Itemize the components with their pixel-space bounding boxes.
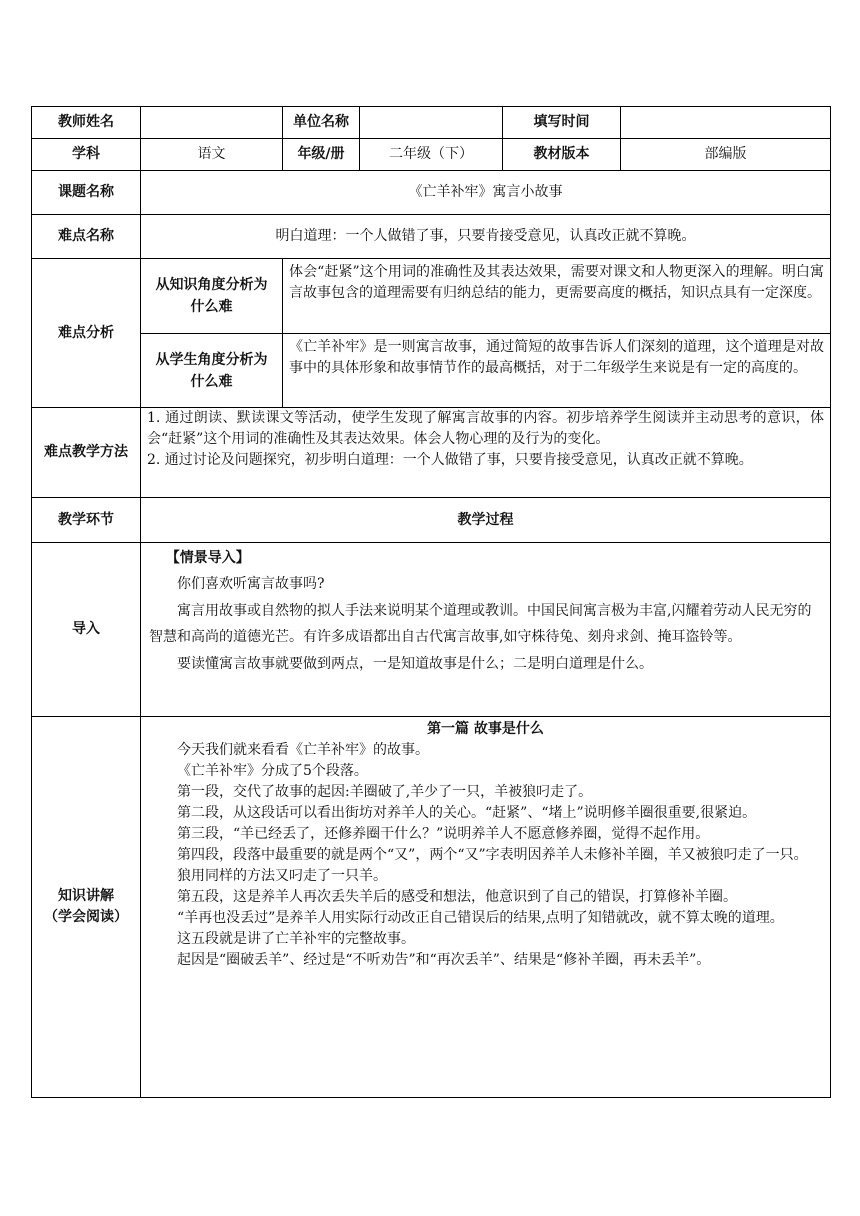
topic-row	[32, 171, 831, 215]
knowledge-paragraph: “羊再也没丢过”是养羊人用实际行动改正自己错误后的结果,点明了知错就改，就不算太晚的道理。	[177, 910, 784, 926]
lesson-plan-table	[31, 106, 831, 1098]
analysis-label: 难点分析	[32, 259, 141, 408]
method-item-2: 2. 通过讨论及问题探究，初步明白道理：一个人做错了事，只要肯接受意见，认真改正就不算晚。	[147, 452, 753, 468]
student-angle-label: 从学生角度分析为什么难	[141, 334, 283, 408]
fill-time-value	[621, 107, 831, 139]
analysis-student-row	[32, 334, 831, 408]
subject-row	[32, 139, 831, 171]
fill-time-label: 填写时间	[503, 107, 621, 139]
knowledge-paragraph: 起因是“圈破丢羊”、经过是“不听劝告”和“再次丢羊”、结果是“修补羊圈，再未丢羊”。	[177, 952, 711, 968]
method-label: 难点教学方法	[32, 408, 141, 498]
knowledge-row	[32, 717, 831, 1098]
knowledge-paragraph: 第二段，从这段话可以看出街坊对养羊人的关心。“赶紧”、“堵上”说明修羊圈很重要,很紧迫。	[177, 805, 757, 821]
knowledge-paragraph: 今天我们就来看看《亡羊补牢》的故事。	[177, 742, 429, 758]
section-title: 第一篇 故事是什么	[427, 721, 544, 737]
subject-label: 学科	[32, 139, 141, 171]
intro-label: 导入	[32, 543, 141, 717]
knowledge-paragraph: 第三段，“羊已经丢了，还修养圈干什么？”说明养羊人不愿意修养圈，觉得不起作用。	[177, 826, 710, 842]
knowledge-paragraph: 第五段，这是养羊人再次丢失羊后的感受和想法，他意识到了自己的错误，打算修补羊圈。	[177, 889, 737, 905]
process-header-row	[32, 498, 831, 543]
knowledge-paragraph: 第一段，交代了故事的起因:羊圈破了,羊少了一只，羊被狼叼走了。	[177, 784, 593, 800]
teacher-info-row	[32, 107, 831, 139]
analysis-knowledge-row	[32, 259, 831, 334]
knowledge-paragraph: 第四段，段落中最重要的就是两个“又”，两个“又”字表明因养羊人未修补羊圈，羊又被狼叼走了一只。	[177, 847, 808, 863]
knowledge-paragraph: 狼用同样的方法又叼走了一只羊。	[177, 868, 387, 884]
grade-label: 年级/册	[283, 139, 360, 171]
intro-heading: 【情景导入】	[165, 550, 250, 566]
knowledge-paragraph: 《亡羊补牢》分成了5个段落。	[177, 763, 368, 779]
intro-row	[32, 543, 831, 717]
edition-label: 教材版本	[503, 139, 621, 171]
student-angle-text: 《亡羊补牢》是一则寓言故事，通过简短的故事告诉人们深刻的道理，这个道理是对故事中的具体形象和故事情节作的最高概括，对于二年级学生来说是有一定的高度的。	[283, 334, 831, 408]
difficulty-value: 明白道理：一个人做错了事，只要肯接受意见，认真改正就不算晚。	[141, 215, 831, 259]
intro-paragraph: 寓言用故事或自然物的拟人手法来说明某个道理或教训。中国民间寓言极为丰富,闪耀着劳动人民无穷的智慧和高尚的道德光芒。有许多成语都出自古代寓言故事,如守株待兔、刻舟求剑、掩耳盗铃等。	[149, 602, 812, 645]
knowledge-angle-label: 从知识角度分析为什么难	[141, 259, 283, 334]
topic-label: 课题名称	[32, 171, 141, 215]
knowledge-label-cell	[32, 717, 141, 1098]
knowledge-label: 知识讲解	[58, 888, 114, 904]
teacher-name-label: 教师姓名	[32, 107, 141, 139]
method-item-1: 1. 通过朗读、默读课文等活动，使学生发现了解寓言故事的内容。初步培养学生阅读并主动思考的意识，体会“赶紧”这个用词的准确性及其表达效果。体会人物心理的及行为的变化。	[147, 410, 824, 447]
stage-header: 教学环节	[32, 498, 141, 543]
knowledge-content	[141, 717, 831, 1098]
method-row	[32, 408, 831, 498]
grade-value: 二年级（下）	[360, 139, 503, 171]
lesson-plan-page	[31, 106, 830, 1098]
process-header: 教学过程	[141, 498, 831, 543]
difficulty-row	[32, 215, 831, 259]
difficulty-label: 难点名称	[32, 215, 141, 259]
knowledge-paragraph: 这五段就是讲了亡羊补牢的完整故事。	[177, 931, 415, 947]
knowledge-text-area	[149, 719, 822, 1096]
method-content	[141, 408, 831, 498]
subject-value: 语文	[141, 139, 283, 171]
unit-name-label: 单位名称	[283, 107, 360, 139]
topic-value: 《亡羊补牢》寓言小故事	[141, 171, 831, 215]
intro-paragraph: 你们喜欢听寓言故事吗?	[177, 576, 325, 592]
intro-paragraph: 要读懂寓言故事就要做到两点，一是知道故事是什么；二是明白道理是什么。	[177, 655, 653, 672]
unit-name-value	[360, 107, 503, 139]
knowledge-sublabel: （学会阅读）	[44, 909, 128, 925]
knowledge-angle-text: 体会“赶紧”这个用词的准确性及其表达效果，需要对课文和人物更深入的理解。明白寓言故事包含的道理需要有归纳总结的能力，更需要高度的概括，知识点具有一定深度。	[283, 259, 831, 334]
edition-value: 部编版	[621, 139, 831, 171]
teacher-name-value	[141, 107, 283, 139]
intro-content	[141, 543, 831, 717]
